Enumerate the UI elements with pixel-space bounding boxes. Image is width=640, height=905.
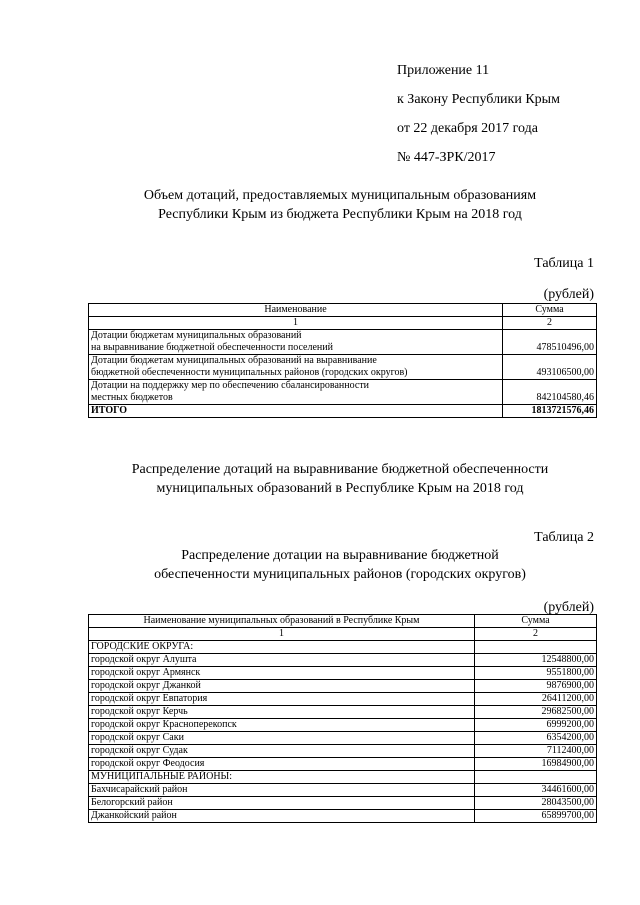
row-value: 16984900,00 [475,758,597,771]
row-value: 7112400,00 [475,745,597,758]
table2-unit: (рублей) [543,600,594,615]
table-row [89,654,597,667]
row-value: 26411200,00 [475,693,597,706]
row-name-line-1: Дотации на поддержку мер по обеспечению сбалансированности [91,380,370,391]
row-value: 12548800,00 [475,654,597,667]
row-name: городской округ Керчь [89,706,475,719]
table2 [88,614,597,823]
row-value: 9876900,00 [475,680,597,693]
row-value: 493106500,00 [503,355,597,380]
row-value: 6354200,00 [475,732,597,745]
table1-label: Таблица 1 [534,256,594,271]
section-row-city-districts [89,641,597,654]
table-row [89,745,597,758]
table1-unit: (рублей) [543,287,594,302]
appendix-line-1: Приложение 11 [397,63,490,78]
row-value: 65899700,00 [475,810,597,823]
table1-number-row [89,317,597,330]
row-name: Джанкойский район [89,810,475,823]
section-title-line-2: муниципальных образований в Республике Крым на 2018 год [156,481,524,496]
section-label: МУНИЦИПАЛЬНЫЕ РАЙОНЫ: [89,771,475,784]
row-value: 29682500,00 [475,706,597,719]
total-label: ИТОГО [89,405,503,418]
table2-subtitle [60,546,620,584]
row-value: 478510496,00 [503,330,597,355]
table2-col-num-1: 1 [89,628,475,641]
table-row [89,680,597,693]
row-name-line-2: на выравнивание бюджетной обеспеченности поселений [91,342,333,353]
row-name: городской округ Красноперекопск [89,719,475,732]
row-name [89,330,503,355]
table2-number-row [89,628,597,641]
row-value: 34461600,00 [475,784,597,797]
table2-col-sum: Сумма [475,615,597,628]
row-value: 28043500,00 [475,797,597,810]
row-name: городской округ Армянск [89,667,475,680]
row-name: городской округ Джанкой [89,680,475,693]
row-name [89,380,503,405]
table-row [89,797,597,810]
table2-col-name: Наименование муниципальных образований в Республике Крым [89,615,475,628]
table-row [89,380,597,405]
section-row-municipal-districts [89,771,597,784]
row-value: 9551800,00 [475,667,597,680]
table-row [89,355,597,380]
table-row [89,706,597,719]
title-line-1: Объем дотаций, предоставляемых муниципальным образованиям [143,188,537,203]
table2-subtitle-line-2: обеспеченности муниципальных районов (городских округов) [154,567,526,582]
table2-label: Таблица 2 [534,530,594,545]
document-title [60,186,620,224]
section-title-line-1: Распределение дотаций на выравнивание бюджетной обеспеченности [131,462,549,477]
table-row [89,693,597,706]
row-name: городской округ Евпатория [89,693,475,706]
row-name: городской округ Феодосия [89,758,475,771]
appendix-line-2: к Закону Республики Крым [397,92,560,107]
row-name: городской округ Саки [89,732,475,745]
table-row [89,732,597,745]
table-row [89,667,597,680]
row-name-line-1: Дотации бюджетам муниципальных образований на выравнивание [91,355,377,366]
total-value: 1813721576,46 [503,405,597,418]
row-name [89,355,503,380]
row-name: Белогорский район [89,797,475,810]
table-row [89,758,597,771]
table1-header-row [89,304,597,317]
title-line-2: Республики Крым из бюджета Республики Крым на 2018 год [158,207,522,222]
table1-col-name: Наименование [89,304,503,317]
table-row [89,719,597,732]
table2-header-row [89,615,597,628]
table-row [89,784,597,797]
row-name-line-1: Дотации бюджетам муниципальных образований [91,330,302,341]
section-label: ГОРОДСКИЕ ОКРУГА: [89,641,475,654]
row-name: городской округ Судак [89,745,475,758]
table2-col-num-2: 2 [475,628,597,641]
table-row [89,810,597,823]
row-name: городской округ Алушта [89,654,475,667]
row-value: 6999200,00 [475,719,597,732]
table1-total-row [89,405,597,418]
table-row [89,330,597,355]
appendix-line-3: от 22 декабря 2017 года [397,121,538,136]
row-value: 842104580,46 [503,380,597,405]
table1-col-num-1: 1 [89,317,503,330]
row-name-line-2: бюджетной обеспеченности муниципальных районов (городских округов) [91,367,408,378]
table2-subtitle-line-1: Распределение дотации на выравнивание бюджетной [181,548,499,563]
table1 [88,303,597,418]
row-name-line-2: местных бюджетов [91,392,173,403]
table1-col-sum: Сумма [503,304,597,317]
appendix-block [397,62,560,178]
section-title [60,460,620,498]
row-name: Бахчисарайский район [89,784,475,797]
appendix-line-4: № 447-ЗРК/2017 [397,150,496,165]
table1-col-num-2: 2 [503,317,597,330]
